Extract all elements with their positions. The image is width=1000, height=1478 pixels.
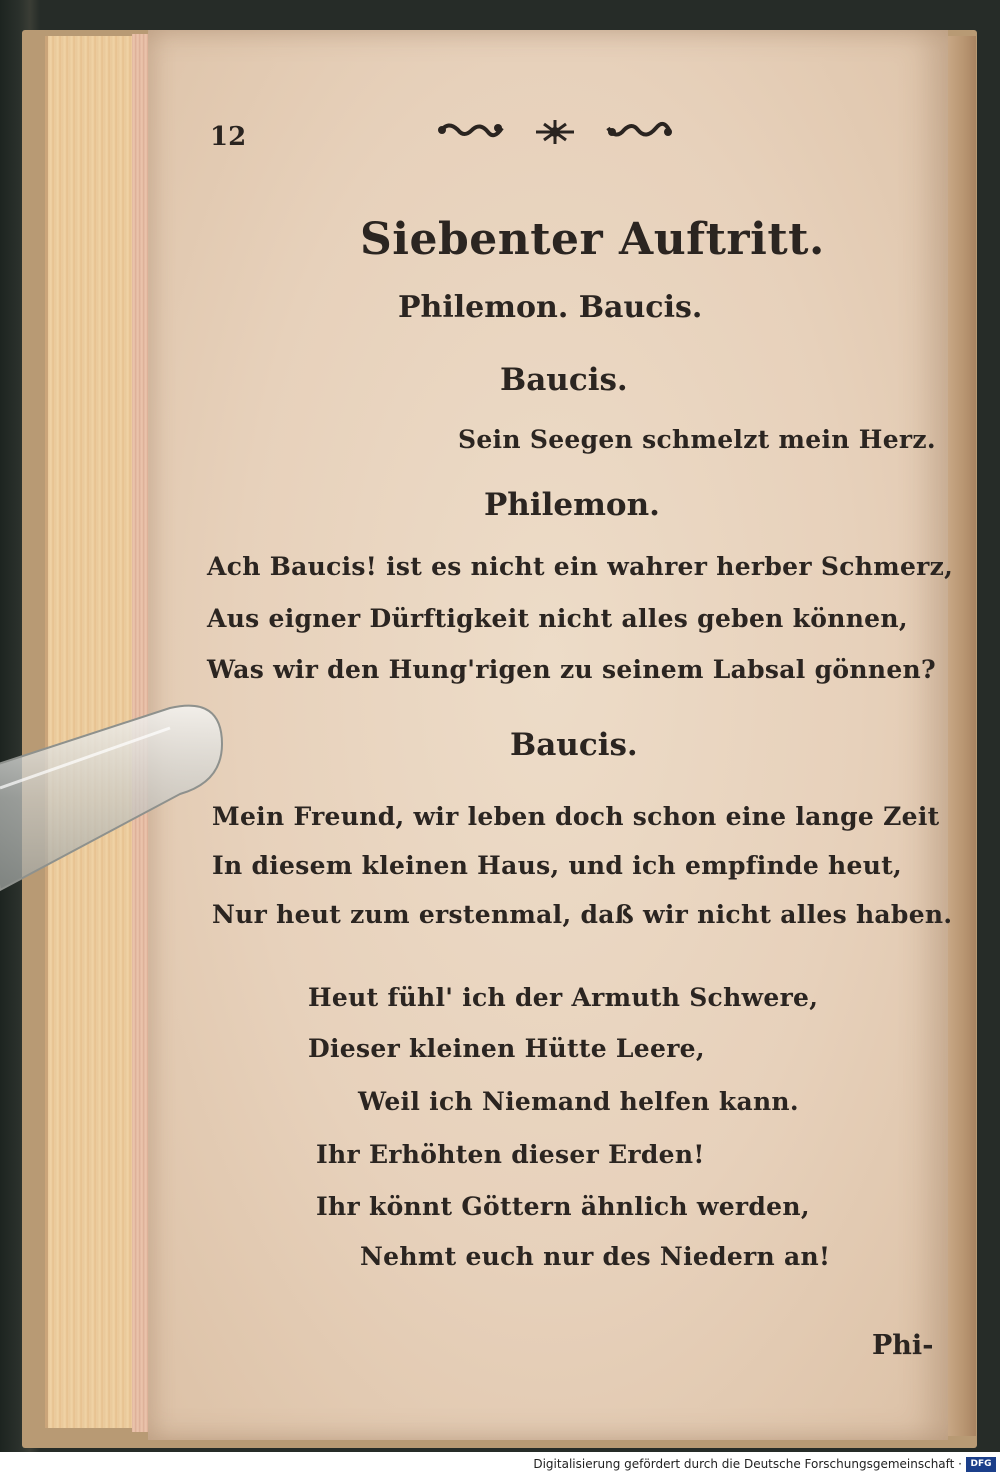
verse-line: Ihr Erhöhten dieser Erden! bbox=[316, 1140, 705, 1169]
verse-line: Heut fühl' ich der Armuth Schwere, bbox=[308, 983, 819, 1012]
verse-line: Was wir den Hung'rigen zu seinem Labsal gönnen? bbox=[207, 655, 936, 684]
footer-bar bbox=[0, 1452, 1000, 1478]
verse-line: Nehmt euch nur des Niedern an! bbox=[360, 1242, 831, 1271]
verse-line: Weil ich Niemand helfen kann. bbox=[358, 1087, 799, 1116]
dfg-logo: DFG bbox=[966, 1457, 996, 1472]
verse-line: Ach Baucis! ist es nicht ein wahrer herber Schmerz, bbox=[207, 552, 954, 581]
scroll-ornament-icon bbox=[436, 116, 506, 146]
speaker-name: Baucis. bbox=[510, 727, 638, 763]
page-holder-spatula bbox=[0, 700, 240, 920]
verse-line: In diesem kleinen Haus, und ich empfinde heut, bbox=[212, 851, 903, 880]
right-cover-edge bbox=[946, 36, 976, 1436]
verse-line: Nur heut zum erstenmal, daß wir nicht alles haben. bbox=[212, 900, 953, 929]
verse-line: Sein Seegen schmelzt mein Herz. bbox=[458, 425, 936, 454]
scene-speakers: Philemon. Baucis. bbox=[398, 290, 703, 325]
speaker-name: Philemon. bbox=[484, 487, 660, 523]
footer-credit: Digitalisierung gefördert durch die Deutsche Forschungsgemeinschaft · bbox=[533, 1457, 962, 1471]
flower-ornament-icon bbox=[532, 116, 578, 146]
speaker-name: Baucis. bbox=[500, 362, 628, 398]
verse-line: Ihr könnt Göttern ähnlich werden, bbox=[316, 1192, 810, 1221]
verse-line: Mein Freund, wir leben doch schon eine lange Zeit bbox=[212, 802, 940, 831]
catchword: Phi- bbox=[872, 1330, 934, 1361]
scene-title: Siebenter Auftritt. bbox=[360, 214, 825, 265]
verse-line: Dieser kleinen Hütte Leere, bbox=[308, 1034, 705, 1063]
verse-line: Aus eigner Dürftigkeit nicht alles geben können, bbox=[207, 604, 908, 633]
page-number: 12 bbox=[210, 122, 247, 152]
scroll-ornament-icon bbox=[604, 116, 674, 146]
